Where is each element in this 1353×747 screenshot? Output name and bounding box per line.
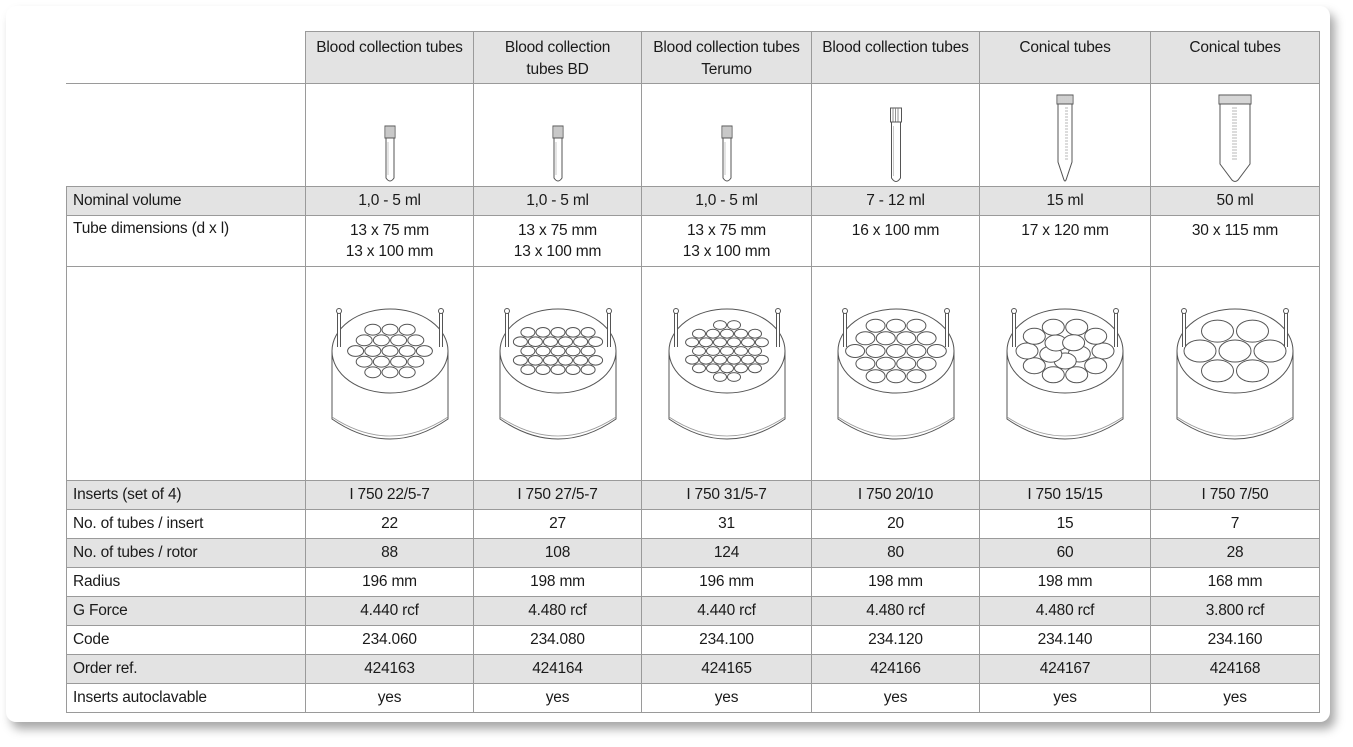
radius-row-value: 198 mm xyxy=(812,568,980,597)
autoclavable-row xyxy=(67,684,1320,713)
tube-dimension-line1: 17 x 120 mm xyxy=(1021,222,1109,239)
column-header xyxy=(980,32,1151,84)
g-force-row xyxy=(67,597,1320,626)
column-header-line2: Terumo xyxy=(701,61,752,78)
inserts-row-value: I 750 20/10 xyxy=(812,481,980,510)
tube-dimension-line1: 13 x 75 mm xyxy=(518,222,597,239)
radius-row-value: 196 mm xyxy=(306,568,474,597)
code-row-value: 234.080 xyxy=(474,626,642,655)
tubes-per-insert-row xyxy=(67,510,1320,539)
tube-dimensions-value xyxy=(1151,216,1320,267)
tube-dimensions-label: Tube dimensions (d x l) xyxy=(67,216,306,267)
header-row xyxy=(67,32,1320,84)
tube-image-row xyxy=(67,84,1320,187)
g-force-row-value: 4.440 rcf xyxy=(306,597,474,626)
code-row-value: 234.160 xyxy=(1151,626,1320,655)
column-header xyxy=(306,32,474,84)
inserts-row-value: I 750 27/5-7 xyxy=(474,481,642,510)
tubes-per-rotor-row-value: 124 xyxy=(642,539,812,568)
insert-image-cell xyxy=(980,267,1151,481)
code-row-value: 234.140 xyxy=(980,626,1151,655)
tube-dimensions-value xyxy=(642,216,812,267)
autoclavable-row-value: yes xyxy=(980,684,1151,713)
tube-dimension-line2: 13 x 100 mm xyxy=(513,243,602,260)
g-force-row-value: 4.480 rcf xyxy=(812,597,980,626)
tubes-per-rotor-row-value: 28 xyxy=(1151,539,1320,568)
autoclavable-row-value: yes xyxy=(812,684,980,713)
tubes-per-rotor-row-value: 60 xyxy=(980,539,1151,568)
tube-dimension-line1: 13 x 75 mm xyxy=(687,222,766,239)
autoclavable-row-value: yes xyxy=(642,684,812,713)
autoclavable-row-value: yes xyxy=(474,684,642,713)
order-ref-row-value: 424165 xyxy=(642,655,812,684)
tube-image-cell xyxy=(812,84,980,187)
nominal-volume-row-value: 1,0 - 5 ml xyxy=(642,187,812,216)
tubes-per-rotor-row xyxy=(67,539,1320,568)
column-header xyxy=(1151,32,1320,84)
tube-image-cell xyxy=(642,84,812,187)
tubes-per-insert-row-label: No. of tubes / insert xyxy=(67,510,306,539)
column-header-line1: Blood collection tubes xyxy=(653,39,800,56)
rotor-insert-icon xyxy=(831,289,961,459)
nominal-volume-row xyxy=(67,187,1320,216)
nominal-volume-row-label: Nominal volume xyxy=(67,187,306,216)
tube-image-cell xyxy=(306,84,474,187)
column-header xyxy=(642,32,812,84)
column-header-line1: Conical tubes xyxy=(1189,39,1281,56)
radius-row-value: 196 mm xyxy=(642,568,812,597)
blood-collection-tube-icon xyxy=(543,120,573,186)
order-ref-row-value: 424167 xyxy=(980,655,1151,684)
tube-dimensions-value xyxy=(812,216,980,267)
inserts-row-value: I 750 7/50 xyxy=(1151,481,1320,510)
order-ref-row-value: 424164 xyxy=(474,655,642,684)
tube-dimension-line2: 13 x 100 mm xyxy=(345,243,434,260)
tubes-per-insert-row-value: 31 xyxy=(642,510,812,539)
nominal-volume-row-value: 1,0 - 5 ml xyxy=(306,187,474,216)
rotor-insert-icon xyxy=(1170,289,1300,459)
tube-dimensions-value xyxy=(474,216,642,267)
tube-dimensions-row xyxy=(67,216,1320,267)
radius-row-value: 198 mm xyxy=(980,568,1151,597)
order-ref-row xyxy=(67,655,1320,684)
code-row-value: 234.120 xyxy=(812,626,980,655)
tube-dimension-line1: 30 x 115 mm xyxy=(1191,222,1279,239)
tube-dimension-line1: 13 x 75 mm xyxy=(350,222,429,239)
g-force-row-value: 3.800 rcf xyxy=(1151,597,1320,626)
insert-image-cell xyxy=(306,267,474,481)
insert-image-row xyxy=(67,267,1320,481)
blood-collection-tube-icon xyxy=(375,120,405,186)
tubes-per-insert-row-value: 22 xyxy=(306,510,474,539)
tube-dimensions-value xyxy=(980,216,1151,267)
code-row-label: Code xyxy=(67,626,306,655)
column-header-line2: tubes BD xyxy=(526,61,589,78)
code-row-value: 234.060 xyxy=(306,626,474,655)
rotor-insert-icon xyxy=(662,289,792,459)
rotor-insert-icon xyxy=(1000,289,1130,459)
nominal-volume-row-value: 50 ml xyxy=(1151,187,1320,216)
inserts-row-value: I 750 31/5-7 xyxy=(642,481,812,510)
corner-cell xyxy=(67,32,306,84)
g-force-row-value: 4.480 rcf xyxy=(474,597,642,626)
conical-tube-icon xyxy=(1048,94,1082,186)
g-force-row-label: G Force xyxy=(67,597,306,626)
inserts-row-label: Inserts (set of 4) xyxy=(67,481,306,510)
nominal-volume-row-value: 7 - 12 ml xyxy=(812,187,980,216)
nominal-volume-row-value: 15 ml xyxy=(980,187,1151,216)
radius-row-label: Radius xyxy=(67,568,306,597)
inserts-row xyxy=(67,481,1320,510)
autoclavable-row-value: yes xyxy=(306,684,474,713)
column-header xyxy=(812,32,980,84)
tubes-per-rotor-row-value: 88 xyxy=(306,539,474,568)
insert-image-cell xyxy=(1151,267,1320,481)
insert-image-cell xyxy=(812,267,980,481)
tube-image-cell xyxy=(980,84,1151,187)
autoclavable-row-label: Inserts autoclavable xyxy=(67,684,306,713)
order-ref-row-value: 424168 xyxy=(1151,655,1320,684)
tubes-per-insert-row-value: 15 xyxy=(980,510,1151,539)
radius-row-value: 168 mm xyxy=(1151,568,1320,597)
column-header-line1: Blood collection tubes xyxy=(822,39,969,56)
tubes-per-insert-row-value: 7 xyxy=(1151,510,1320,539)
autoclavable-row-value: yes xyxy=(1151,684,1320,713)
blank-cell xyxy=(67,84,306,187)
insert-image-cell xyxy=(642,267,812,481)
tube-dimensions-value xyxy=(306,216,474,267)
rotor-insert-icon xyxy=(325,289,455,459)
code-row xyxy=(67,626,1320,655)
order-ref-row-value: 424166 xyxy=(812,655,980,684)
tube-image-cell xyxy=(474,84,642,187)
column-header xyxy=(474,32,642,84)
product-table xyxy=(66,31,1320,713)
column-header-line1: Conical tubes xyxy=(1019,39,1111,56)
column-header-line1: Blood collection tubes xyxy=(316,39,463,56)
tube-dimension-line2: 13 x 100 mm xyxy=(682,243,771,260)
tubes-per-rotor-row-value: 108 xyxy=(474,539,642,568)
order-ref-row-value: 424163 xyxy=(306,655,474,684)
code-row-value: 234.100 xyxy=(642,626,812,655)
tubes-per-insert-row-value: 27 xyxy=(474,510,642,539)
insert-image-cell xyxy=(474,267,642,481)
tubes-per-rotor-row-value: 80 xyxy=(812,539,980,568)
inserts-row-value: I 750 22/5-7 xyxy=(306,481,474,510)
inserts-row-value: I 750 15/15 xyxy=(980,481,1151,510)
tubes-per-rotor-row-label: No. of tubes / rotor xyxy=(67,539,306,568)
g-force-row-value: 4.480 rcf xyxy=(980,597,1151,626)
blood-collection-tube-icon xyxy=(712,120,742,186)
column-header-line1: Blood collection xyxy=(504,39,611,56)
tube-dimension-line1: 16 x 100 mm xyxy=(851,222,940,239)
insert-image-label-cell xyxy=(67,267,306,481)
nominal-volume-row-value: 1,0 - 5 ml xyxy=(474,187,642,216)
blood-collection-tube-icon xyxy=(881,106,911,186)
radius-row xyxy=(67,568,1320,597)
g-force-row-value: 4.440 rcf xyxy=(642,597,812,626)
rotor-insert-icon xyxy=(493,289,623,459)
radius-row-value: 198 mm xyxy=(474,568,642,597)
tubes-per-insert-row-value: 20 xyxy=(812,510,980,539)
tube-image-cell xyxy=(1151,84,1320,187)
order-ref-row-label: Order ref. xyxy=(67,655,306,684)
conical-tube-icon xyxy=(1213,94,1257,186)
